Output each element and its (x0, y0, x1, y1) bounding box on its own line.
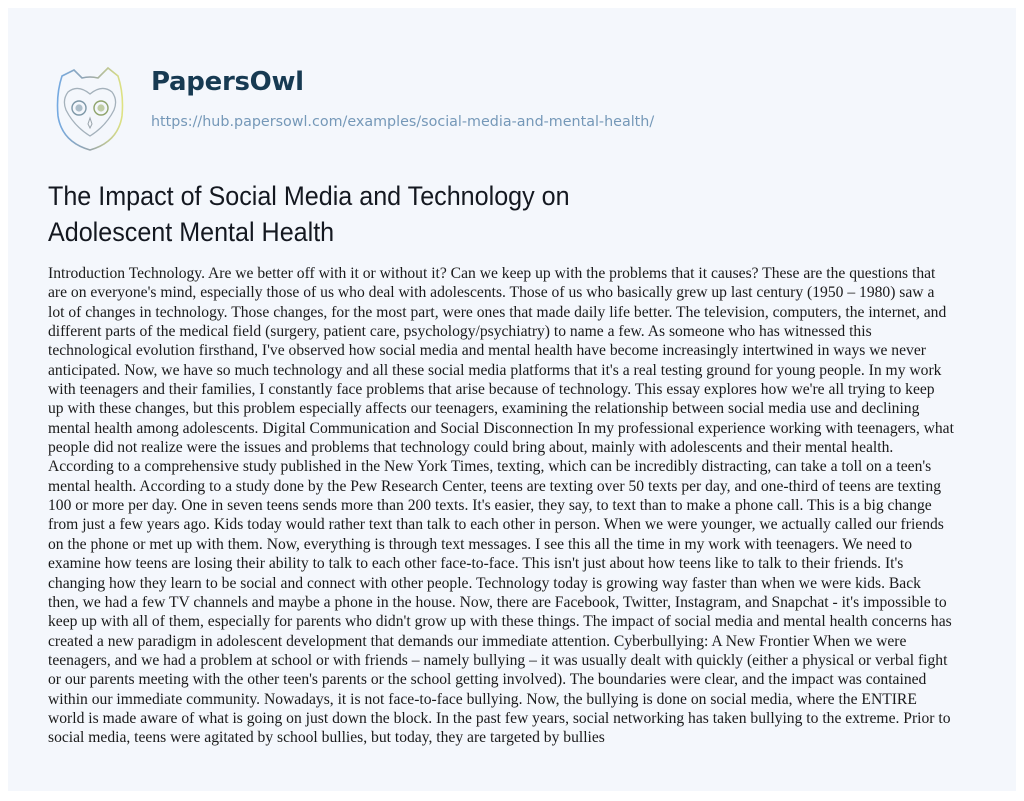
body-line: Introduction Technology. Are we better off with it or without it? Can we keep up with the problems that it causes? These are the questions that (48, 265, 936, 282)
body-line: up with these changes, but this problem especially affects our teenagers, examining the relationship between social media use and declining (48, 400, 920, 418)
document-panel (8, 8, 1016, 791)
body-line: teenagers, and we had a problem at school or with friends – namely bullying – it was usually dealt with quickly (either a physical or verbal fight (48, 651, 948, 669)
body-line: lot of changes in technology. Those changes, for the most part, were ones that made daily life better. The television, computers, the internet, and (48, 303, 947, 321)
body-line: people did not realize were the issues and problems that technology could bring about, mainly with adolescents and their mental health. (48, 439, 894, 457)
body-line: mental health. According to a study done by the Pew Research Center, teens are texting over 50 texts per day, and one-third of teens are texting (48, 477, 941, 495)
body-line: with teenagers and their families, I constantly face problems that arise because of technology. This essay explores how we're all trying to keep (48, 381, 935, 399)
body-line: examine how teens are losing their ability to talk to each other face-to-face. This isn't just about how teens like to talk to their friends. It's (48, 555, 904, 573)
body-line: within our immediate community. Nowadays, it is not face-to-face bullying. Now, the bullying is done on social media, where the ENTIRE (48, 690, 917, 708)
body-line: different parts of the medical field (surgery, patient care, psychology/psychiatry) to name a few. As someone who has witnessed this (48, 323, 872, 341)
body-line: technological evolution firsthand, I've observed how social media and mental health have become increasingly intertwined in ways we never (48, 342, 926, 360)
body-line: world is made aware of what is going on just down the block. In the past few years, social networking has taken bullying to the extreme. Prior to (48, 709, 951, 727)
body-line: from just a few years ago. Kids today would rather text than talk to each other in person. When we were younger, we actually called our friends (48, 516, 944, 534)
body-line: changing how they learn to be social and connect with other people. Technology today is growing way faster than when we were kids. Back (48, 574, 921, 592)
body-line: social media, teens were agitated by school bullies, but today, they are targeted by bullies (48, 729, 605, 747)
body-line: According to a comprehensive study published in the New York Times, texting, which can be incredibly distracting, can take a toll on a teen's (48, 458, 932, 476)
title-line: Adolescent Mental Health (48, 217, 335, 247)
body-line: then, we had a few TV channels and maybe a phone in the house. Now, there are Facebook, Twitter, Instagram, and Snapchat - it's impossible to (48, 593, 947, 611)
body-line: anticipated. Now, we have so much technology and all these social media platforms that it's a real testing ground for young people. In my work (48, 361, 942, 379)
essay-body (48, 264, 1008, 748)
site-header (8, 8, 1016, 168)
body-line: keep up with all of them, especially for parents who didn't grow up with these things. The impact of social media and mental health concerns has (48, 613, 952, 631)
owl-logo-icon[interactable] (52, 64, 128, 154)
body-line: created a new paradigm in adolescent development that demands our immediate attention. Cyberbullying: A New Frontier When we were (48, 632, 907, 650)
body-line: or our parents meeting with the other teen's parents or the school getting involved). The boundaries were clear, and the impact was contained (48, 671, 927, 689)
body-line: on the phone or met up with them. Now, everything is through text messages. I see this all the time in my work with teenagers. We need to (48, 535, 913, 553)
page-title (48, 178, 699, 250)
brand-name[interactable]: PapersOwl (151, 67, 304, 97)
title-line: The Impact of Social Media and Technology on (48, 181, 570, 211)
body-line: are on everyone's mind, especially those of us who deal with adolescents. Those of us who basically grew up last century (1950 – 1980) saw a (48, 284, 935, 302)
source-url-link[interactable]: https://hub.papersowl.com/examples/social-media-and-mental-health/ (151, 114, 655, 130)
body-line: mental health among adolescents. Digital Communication and Social Disconnection In my professional experience working with teenagers, what (48, 419, 954, 437)
body-line: 100 or more per day. One in seven teens sends more than 200 texts. It's easier, they say, to text than to make a phone call. This is a big change (48, 497, 932, 515)
